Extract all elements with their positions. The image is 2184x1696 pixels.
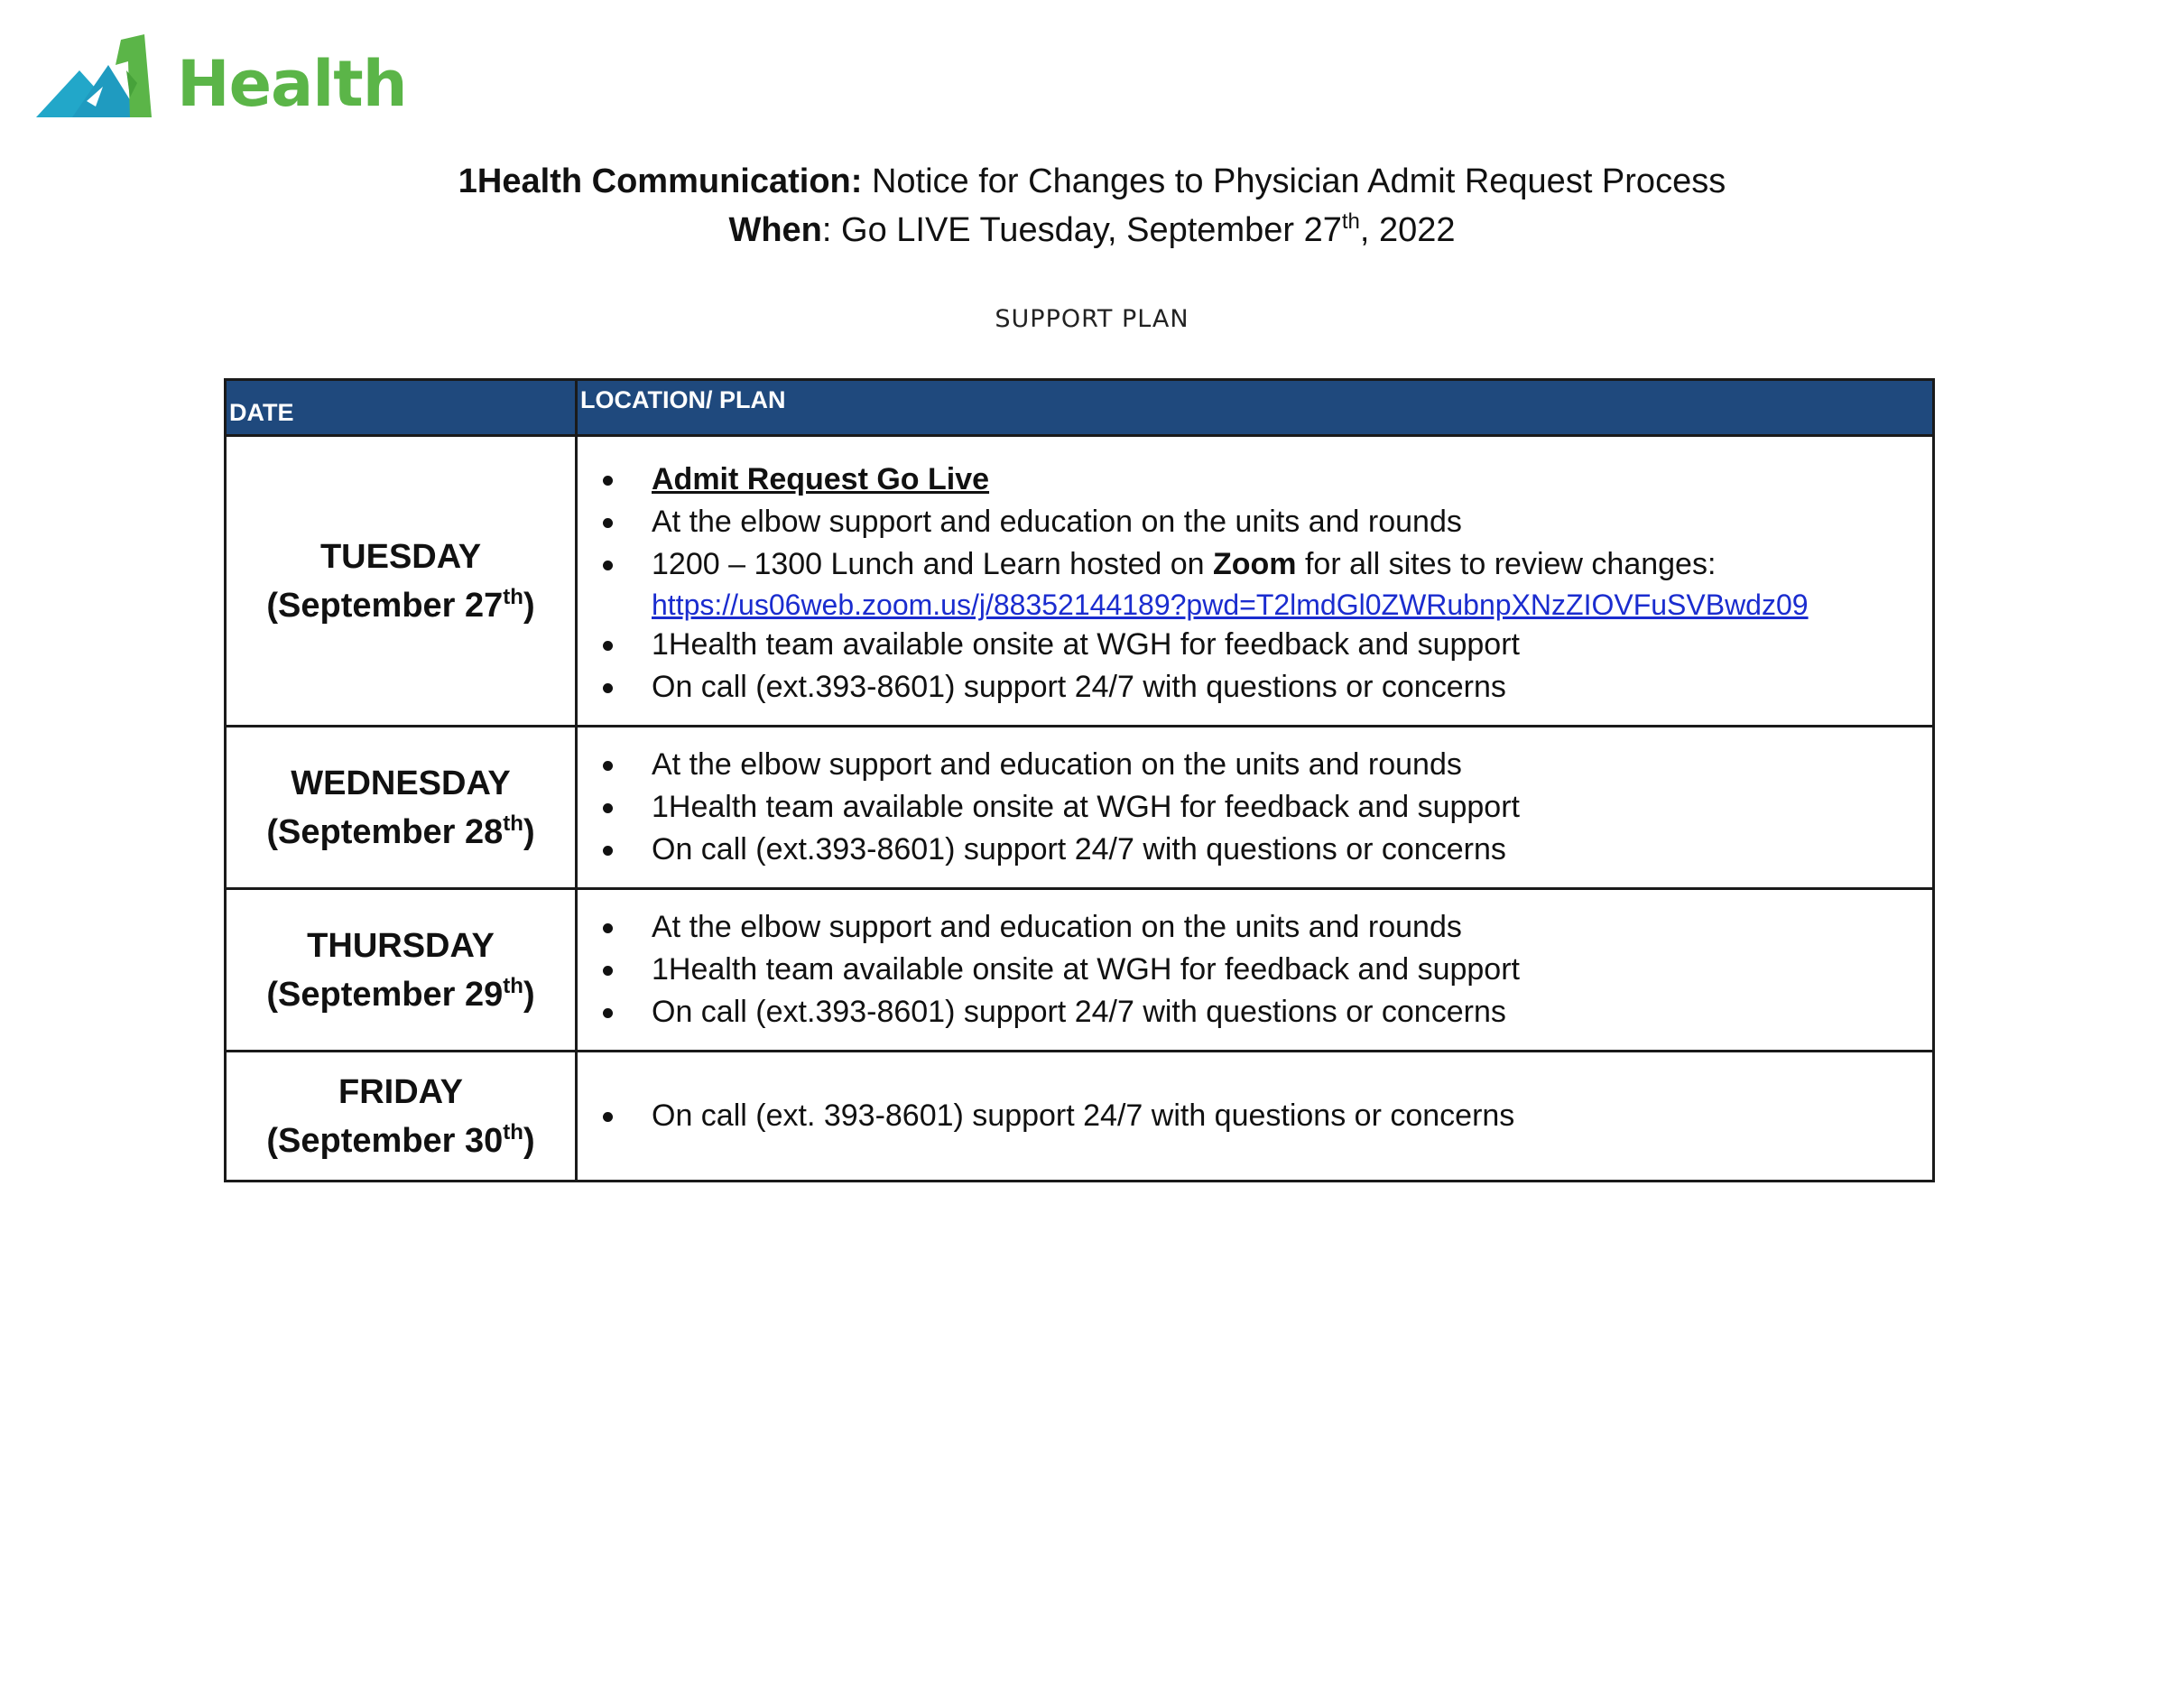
day-date: (September 29th) (266, 973, 535, 1014)
when-year: , 2022 (1359, 211, 1456, 249)
table-row (226, 889, 1934, 1052)
zoom-label: Zoom (1212, 547, 1297, 581)
plan-list (578, 459, 1932, 709)
plan-column-header: LOCATION/ PLAN (577, 380, 1934, 436)
list-item: 1Health team available onsite at WGH for feedback and support (578, 786, 1932, 829)
list-item: 1Health team available onsite at WGH for feedback and support (578, 949, 1932, 991)
day-date: (September 27th) (266, 584, 535, 625)
table-row (226, 436, 1934, 727)
go-live-date (0, 206, 2184, 255)
when-sup: th (1341, 209, 1360, 234)
page-title (0, 157, 2184, 206)
list-item: At the elbow support and education on the units and rounds (578, 501, 1932, 543)
plan-cell-wednesday (577, 727, 1934, 889)
list-item: At the elbow support and education on the units and rounds (578, 744, 1932, 786)
list-item: 1Health team available onsite at WGH for feedback and support (578, 624, 1932, 666)
list-item: On call (ext.393-8601) support 24/7 with questions or concerns (578, 666, 1932, 709)
day-name: FRIDAY (338, 1072, 463, 1111)
table-header-row (226, 380, 1934, 436)
go-live-item: Admit Request Go Live (652, 462, 990, 496)
title-rest: Notice for Changes to Physician Admit Request Process (862, 162, 1726, 200)
support-plan-subtitle: SUPPORT PLAN (995, 305, 1189, 333)
table-row (226, 727, 1934, 889)
day-name: THURSDAY (307, 926, 495, 965)
list-item: On call (ext.393-8601) support 24/7 with questions or concerns (578, 991, 1932, 1033)
list-item: 1200 – 1300 Lunch and Learn hosted on Zoom for all sites to review changes: https://us06web.zoom.us/j/88352144189?pwd=T2lmdGl0ZWRubnpXNzZIOVFuSVBwdz09 (578, 543, 1932, 624)
support-plan-table (224, 378, 1935, 1182)
logo (36, 34, 407, 121)
list-item: At the elbow support and education on the units and rounds (578, 906, 1932, 949)
title-bold: 1Health Communication: (458, 162, 863, 200)
day-name: TUESDAY (319, 537, 482, 576)
mountain-logo-icon (36, 34, 173, 117)
day-date: (September 30th) (266, 1119, 535, 1160)
date-cell-wednesday (226, 727, 577, 889)
plan-list (578, 1095, 1932, 1137)
plan-cell-friday (577, 1052, 1934, 1182)
list-item (578, 459, 1932, 501)
date-column-header: DATE (226, 380, 577, 436)
table-row (226, 1052, 1934, 1182)
date-cell-tuesday (226, 436, 577, 727)
logo-text: Health (177, 47, 407, 121)
plan-list (578, 906, 1932, 1033)
day-date: (September 28th) (266, 811, 535, 851)
when-label: When (728, 211, 822, 249)
list-item: On call (ext. 393-8601) support 24/7 with questions or concerns (578, 1095, 1932, 1137)
when-text: : Go LIVE Tuesday, September 27 (821, 211, 1342, 249)
zoom-link[interactable]: https://us06web.zoom.us/j/88352144189?pwd=T2lmdGl0ZWRubnpXNzZIOVFuSVBwdz09 (652, 589, 1809, 621)
date-cell-friday (226, 1052, 577, 1182)
plan-cell-thursday (577, 889, 1934, 1052)
date-cell-thursday (226, 889, 577, 1052)
day-name: WEDNESDAY (291, 764, 511, 802)
plan-cell-tuesday (577, 436, 1934, 727)
plan-list (578, 744, 1932, 871)
list-item: On call (ext.393-8601) support 24/7 with questions or concerns (578, 829, 1932, 871)
